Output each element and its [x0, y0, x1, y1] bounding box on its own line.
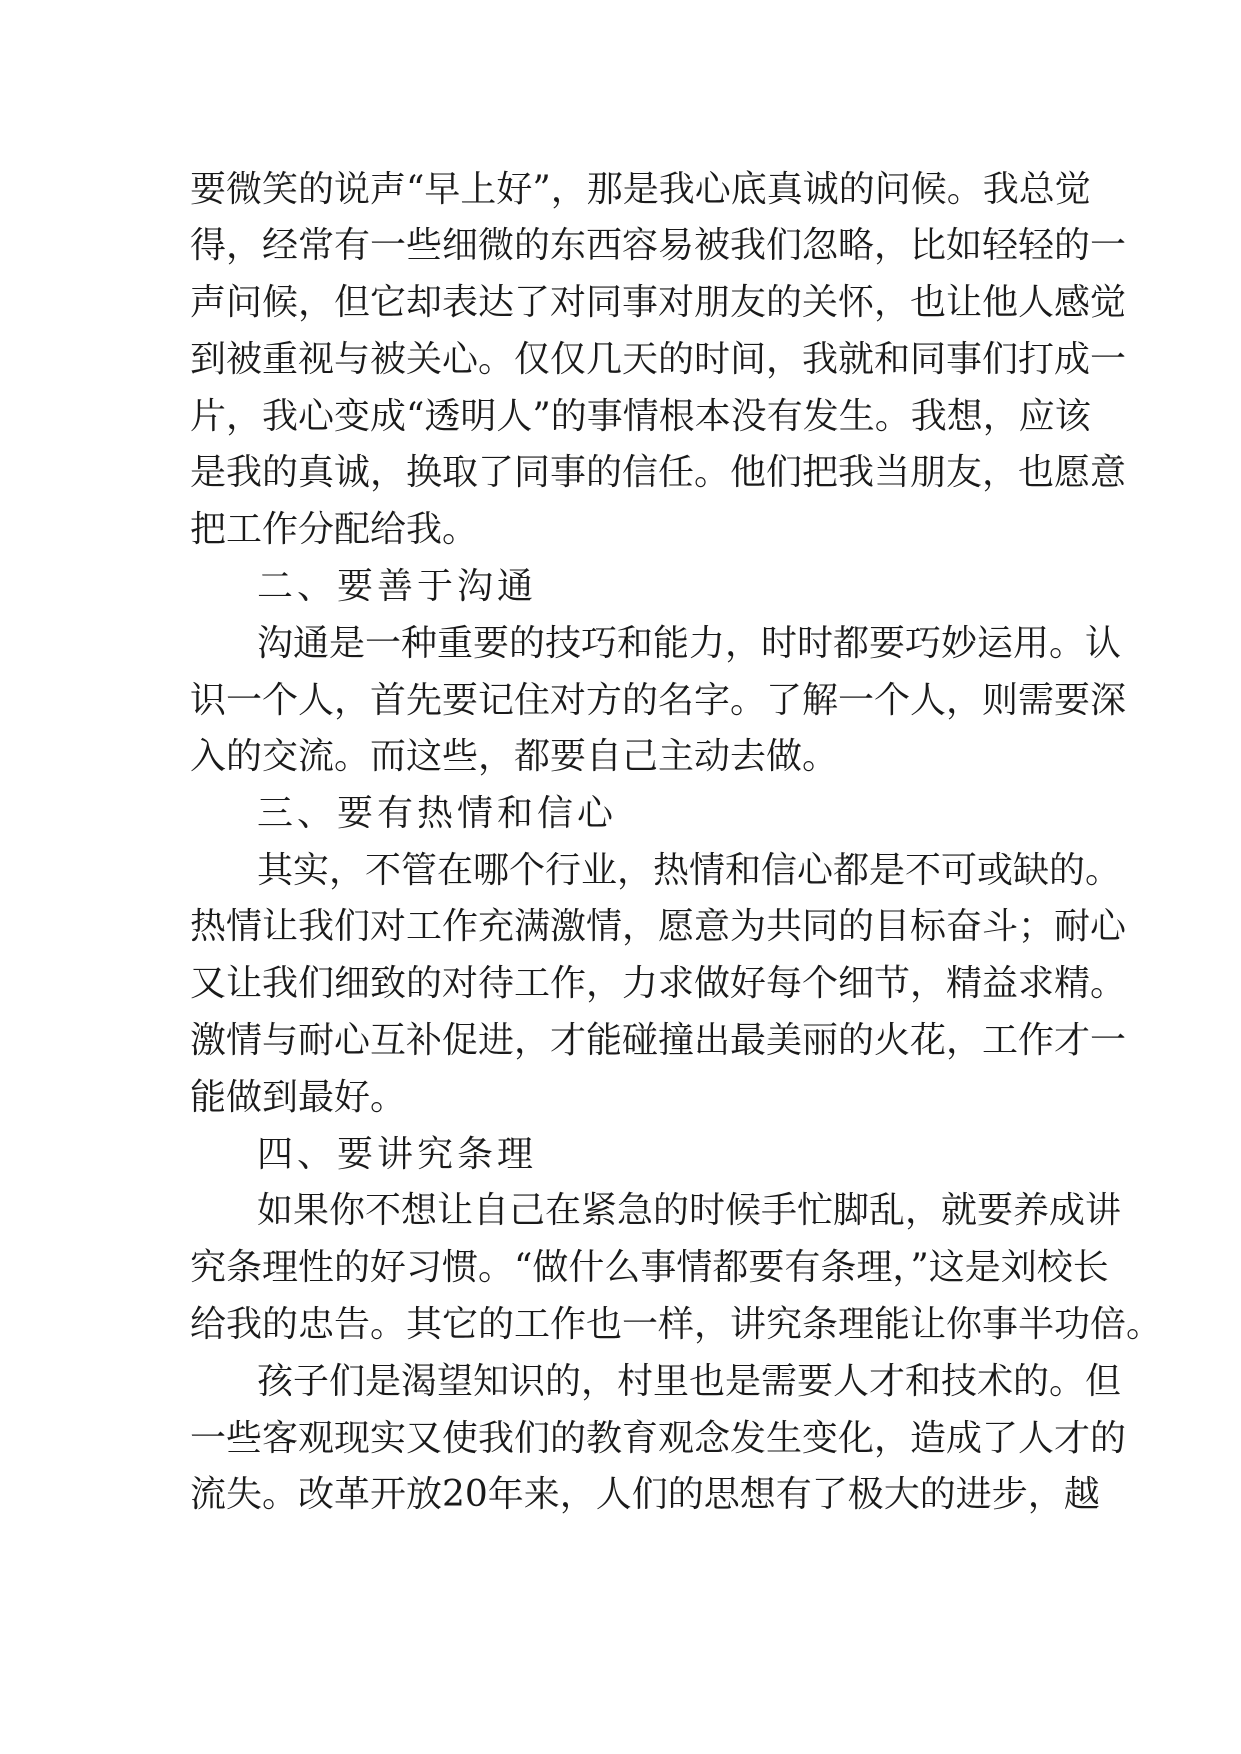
paragraph-line: 如果你不想让自己在紧急的时候手忙脚乱，就要养成讲	[257, 1190, 1122, 1231]
paragraph-line: 流失。改革开放20年来，人们的思想有了极大的进步，越	[190, 1474, 1100, 1515]
paragraph-line: 又让我们细致的对待工作，力求做好每个细节，精益求精。	[190, 963, 1127, 1004]
paragraph-line: 激情与耐心互补促进，才能碰撞出最美丽的火花，工作才一	[190, 1020, 1127, 1061]
paragraph-line: 识一个人，首先要记住对方的名字。了解一个人，则需要深	[190, 680, 1127, 721]
paragraph-line: 能做到最好。	[190, 1077, 407, 1118]
paragraph-line: 究条理性的好习惯。“做什么事情都要有条理，”这是刘校长	[190, 1247, 1109, 1288]
paragraph-line: 一些客观现实又使我们的教育观念发生变化，造成了人才的	[190, 1418, 1127, 1459]
paragraph-line: 沟通是一种重要的技巧和能力，时时都要巧妙运用。认	[257, 623, 1122, 664]
section-heading-communication: 二、要善于沟通	[257, 566, 538, 607]
paragraph-line: 要微笑的说声“早上好”，那是我心底真诚的问候。我总觉	[190, 169, 1091, 210]
paragraph-line: 入的交流。而这些，都要自己主动去做。	[190, 736, 839, 777]
section-heading-passion: 三、要有热情和信心	[257, 793, 618, 834]
paragraph-line: 给我的忠告。其它的工作也一样，讲究条理能让你事半功倍。	[190, 1304, 1163, 1345]
paragraph-line: 其实，不管在哪个行业，热情和信心都是不可或缺的。	[257, 850, 1122, 891]
paragraph-line: 得，经常有一些细微的东西容易被我们忽略，比如轻轻的一	[190, 225, 1127, 266]
paragraph-line: 声问候，但它却表达了对同事对朋友的关怀，也让他人感觉	[190, 282, 1127, 323]
paragraph-line: 热情让我们对工作充满激情，愿意为共同的目标奋斗；耐心	[190, 906, 1127, 947]
paragraph-line: 孩子们是渴望知识的，村里也是需要人才和技术的。但	[257, 1361, 1122, 1402]
paragraph-line: 是我的真诚，换取了同事的信任。他们把我当朋友，也愿意	[190, 452, 1127, 493]
paragraph-line: 把工作分配给我。	[190, 509, 479, 550]
paragraph-line: 到被重视与被关心。仅仅几天的时间，我就和同事们打成一	[190, 339, 1127, 380]
section-heading-order: 四、要讲究条理	[257, 1134, 538, 1175]
paragraph-line: 片，我心变成“透明人”的事情根本没有发生。我想，应该	[190, 396, 1091, 437]
